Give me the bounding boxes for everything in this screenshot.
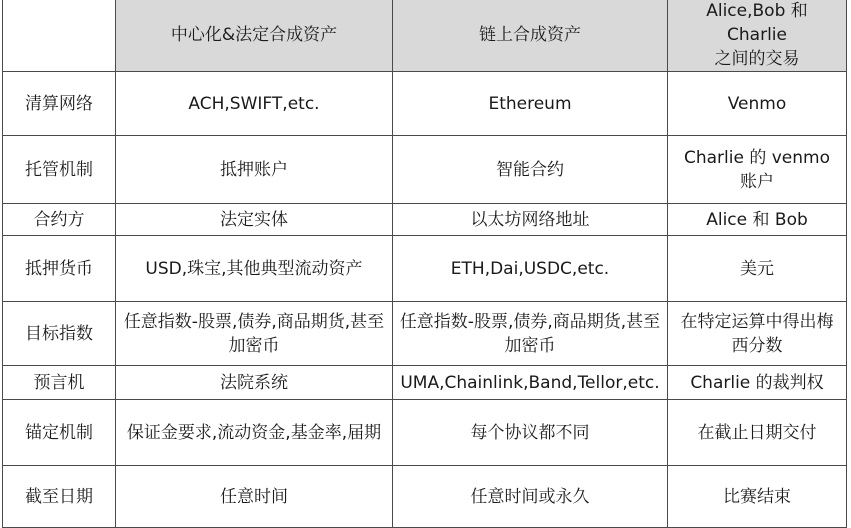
table-row [3,302,847,366]
row-label: 托管机制 [3,136,116,204]
header-onchain-synthetic: 链上合成资产 [393,0,668,72]
table-cell: Charlie 的 venmo 账户 [668,136,847,204]
table-cell: 每个协议都不同 [393,400,668,466]
comparison-table [2,0,847,528]
table-cell: Venmo [668,72,847,136]
table-cell: Alice 和 Bob [668,204,847,236]
header-centralized-fiat-synthetic: 中心化&法定合成资产 [116,0,393,72]
row-label: 预言机 [3,366,116,400]
table-cell: 任意时间或永久 [393,466,668,528]
table-row [3,136,847,204]
table-cell: 以太坊网络地址 [393,204,668,236]
table-cell: USD,珠宝,其他典型流动资产 [116,236,393,302]
row-label: 抵押货币 [3,236,116,302]
table-row [3,466,847,528]
table-cell: ACH,SWIFT,etc. [116,72,393,136]
row-label: 目标指数 [3,302,116,366]
row-label: 合约方 [3,204,116,236]
table-row [3,366,847,400]
table-cell: 保证金要求,流动资金,基金率,届期 [116,400,393,466]
table-cell: 抵押账户 [116,136,393,204]
table-row [3,236,847,302]
table-cell: 任意指数-股票,债券,商品期货,甚至加密币 [116,302,393,366]
table-cell: Ethereum [393,72,668,136]
header-alice-bob-charlie: Alice,Bob 和 Charlie 之间的交易 [668,0,847,72]
row-label: 锚定机制 [3,400,116,466]
table-cell: 智能合约 [393,136,668,204]
table-cell: 美元 [668,236,847,302]
header-row [3,0,847,72]
table-cell: 在特定运算中得出梅西分数 [668,302,847,366]
table-cell: 法定实体 [116,204,393,236]
table-cell: 任意时间 [116,466,393,528]
table-row [3,400,847,466]
table-cell: Charlie 的裁判权 [668,366,847,400]
row-label: 清算网络 [3,72,116,136]
table-row [3,204,847,236]
table-cell: 任意指数-股票,债券,商品期货,甚至加密币 [393,302,668,366]
table-cell: UMA,Chainlink,Band,Tellor,etc. [393,366,668,400]
table-cell: 法院系统 [116,366,393,400]
header-corner-cell [3,0,116,72]
table-cell: 在截止日期交付 [668,400,847,466]
table-cell: ETH,Dai,USDC,etc. [393,236,668,302]
table-row [3,72,847,136]
row-label: 截至日期 [3,466,116,528]
table-cell: 比赛结束 [668,466,847,528]
